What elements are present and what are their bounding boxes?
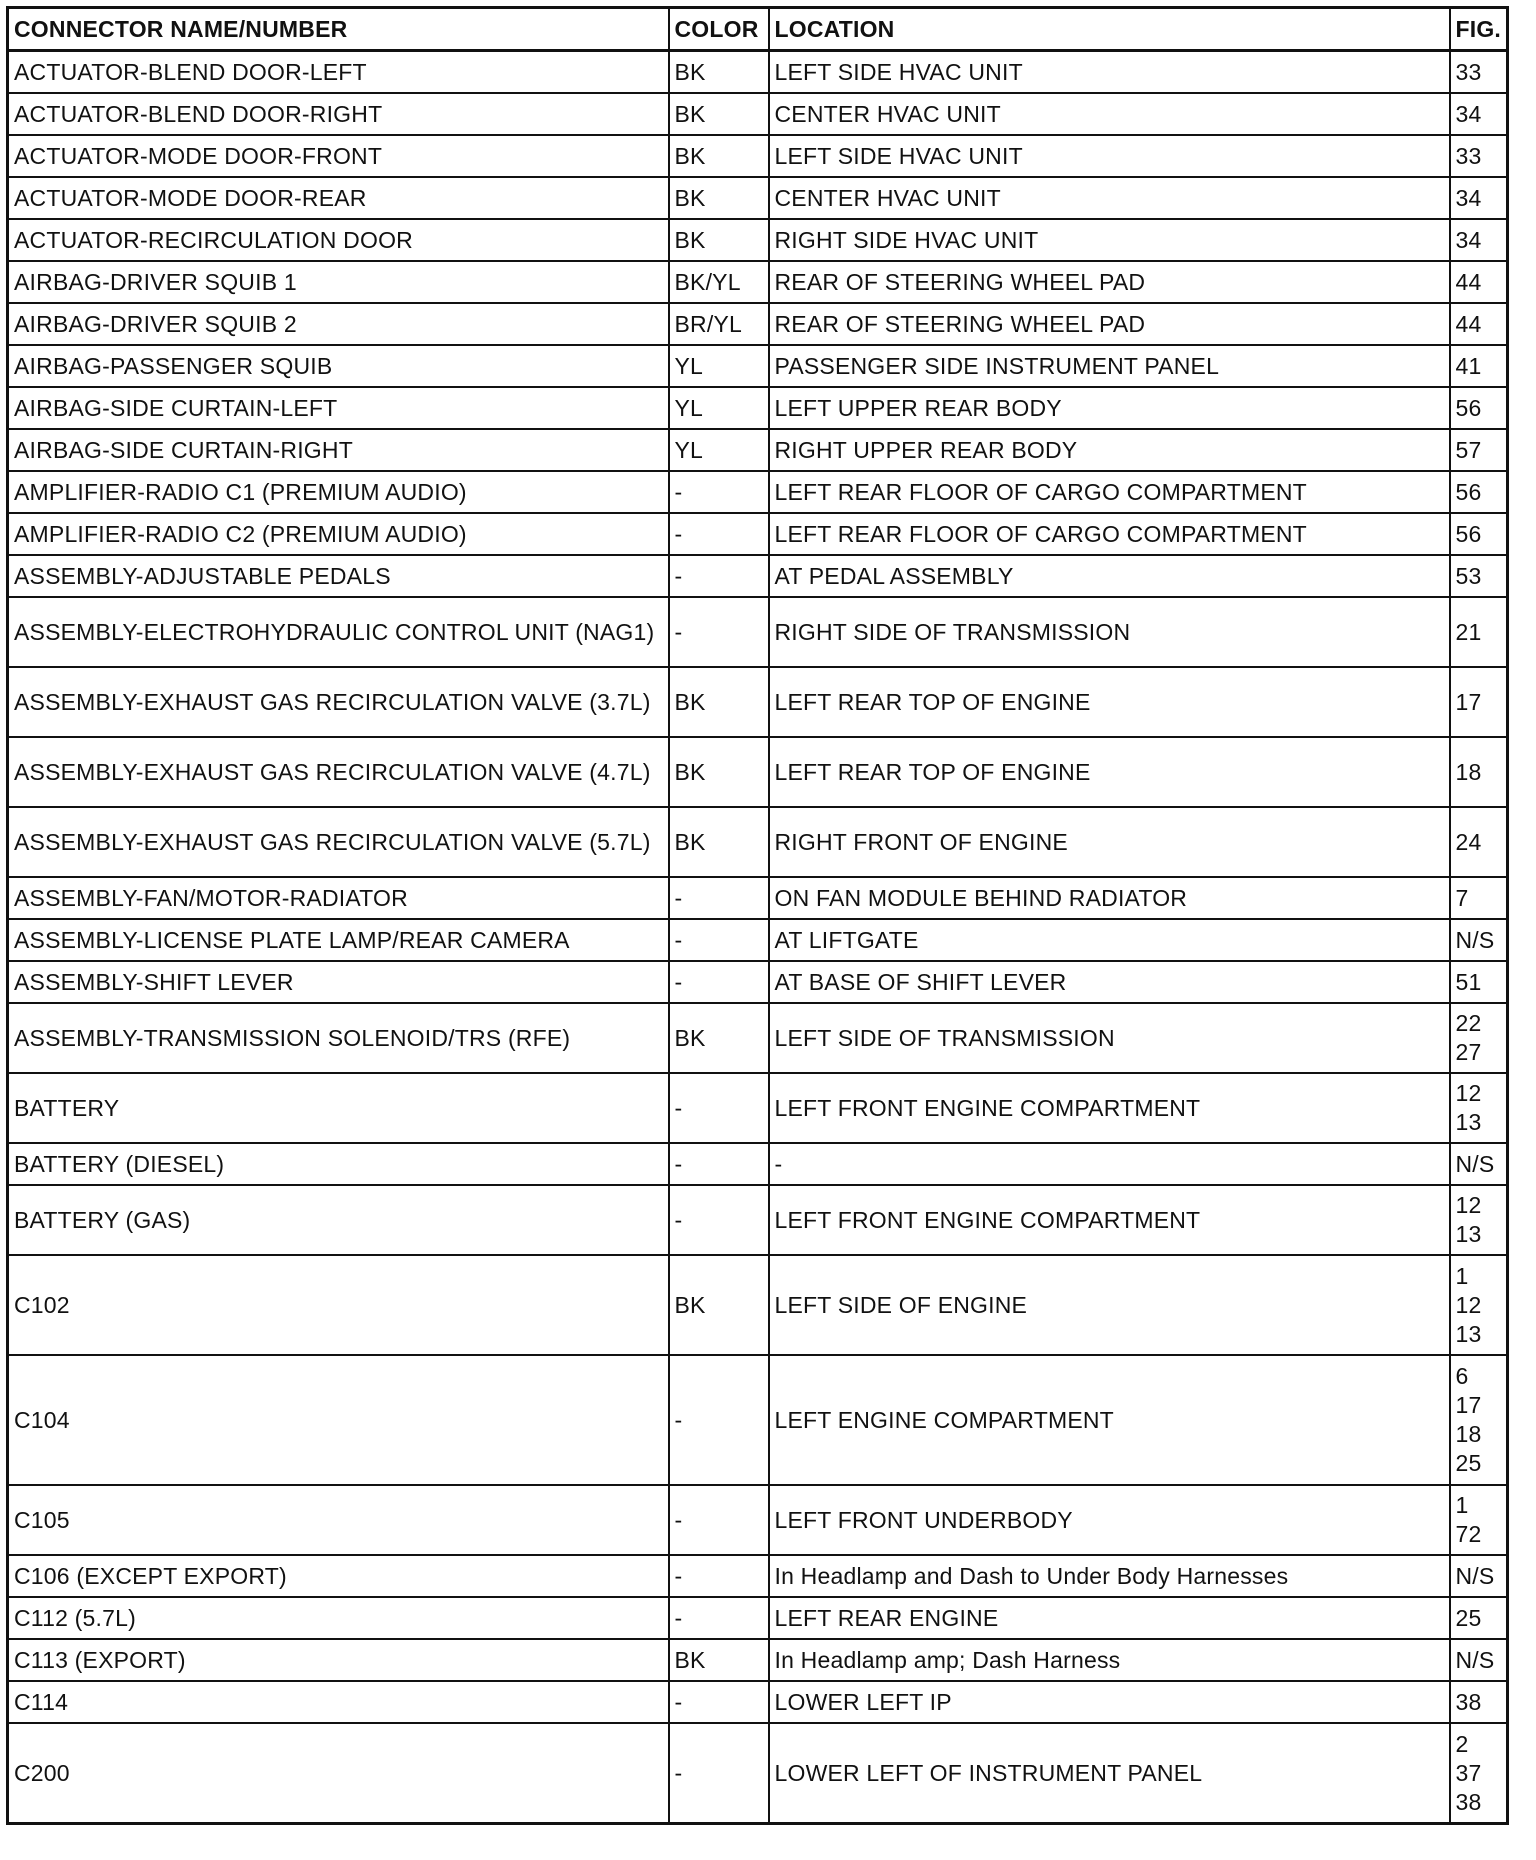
fig-cell xyxy=(1450,737,1508,807)
location-cell: LEFT REAR FLOOR OF CARGO COMPARTMENT xyxy=(769,513,1450,555)
connector-name-cell: AIRBAG-SIDE CURTAIN-RIGHT xyxy=(8,429,669,471)
location-cell: LEFT SIDE OF TRANSMISSION xyxy=(769,1003,1450,1073)
connector-name-cell: C113 (EXPORT) xyxy=(8,1639,669,1681)
location-cell: LEFT ENGINE COMPARTMENT xyxy=(769,1355,1450,1485)
table-row xyxy=(8,1485,1508,1555)
connector-name-cell: ASSEMBLY-EXHAUST GAS RECIRCULATION VALVE (5.7L) xyxy=(8,807,669,877)
location-cell: CENTER HVAC UNIT xyxy=(769,93,1450,135)
color-cell: BR/YL xyxy=(669,303,769,345)
location-cell: LOWER LEFT IP xyxy=(769,1681,1450,1723)
fig-number: 44 xyxy=(1455,268,1482,295)
fig-number: 56 xyxy=(1455,394,1482,421)
location-cell: LOWER LEFT OF INSTRUMENT PANEL xyxy=(769,1723,1450,1824)
location-cell: LEFT UPPER REAR BODY xyxy=(769,387,1450,429)
fig-cell xyxy=(1450,1073,1508,1143)
fig-number: 13 xyxy=(1455,1320,1482,1347)
location-cell: AT PEDAL ASSEMBLY xyxy=(769,555,1450,597)
color-cell: - xyxy=(669,597,769,667)
location-cell: In Headlamp and Dash to Under Body Harnesses xyxy=(769,1555,1450,1597)
connector-name-cell: BATTERY xyxy=(8,1073,669,1143)
location-cell: RIGHT SIDE OF TRANSMISSION xyxy=(769,597,1450,667)
location-cell: LEFT FRONT UNDERBODY xyxy=(769,1485,1450,1555)
table-row xyxy=(8,1555,1508,1597)
location-cell: CENTER HVAC UNIT xyxy=(769,177,1450,219)
fig-cell xyxy=(1450,919,1508,961)
fig-number: 21 xyxy=(1455,618,1482,645)
location-cell: RIGHT UPPER REAR BODY xyxy=(769,429,1450,471)
color-cell: BK/YL xyxy=(669,261,769,303)
table-row xyxy=(8,807,1508,877)
fig-number: 17 xyxy=(1455,688,1482,715)
fig-number: 18 xyxy=(1455,758,1482,785)
location-cell: RIGHT FRONT OF ENGINE xyxy=(769,807,1450,877)
connector-name-cell: ACTUATOR-BLEND DOOR-RIGHT xyxy=(8,93,669,135)
fig-number: 1 xyxy=(1455,1492,1469,1518)
fig-cell xyxy=(1450,1639,1508,1681)
fig-number: 72 xyxy=(1455,1521,1482,1547)
table-row xyxy=(8,93,1508,135)
color-cell: BK xyxy=(669,219,769,261)
color-cell: - xyxy=(669,1597,769,1639)
connector-name-cell: ASSEMBLY-LICENSE PLATE LAMP/REAR CAMERA xyxy=(8,919,669,961)
header-row xyxy=(8,8,1508,51)
fig-cell xyxy=(1450,1003,1508,1073)
color-cell: - xyxy=(669,555,769,597)
fig-cell xyxy=(1450,303,1508,345)
color-cell: BK xyxy=(669,667,769,737)
table-row xyxy=(8,667,1508,737)
fig-number: 57 xyxy=(1455,436,1482,463)
fig-number: N/S xyxy=(1455,926,1495,953)
color-cell: - xyxy=(669,1143,769,1185)
fig-cell xyxy=(1450,1485,1508,1555)
fig-number: N/S xyxy=(1455,1150,1495,1177)
table-row xyxy=(8,1255,1508,1355)
table-row xyxy=(8,1639,1508,1681)
fig-cell xyxy=(1450,1681,1508,1723)
fig-cell xyxy=(1450,961,1508,1003)
table-row xyxy=(8,877,1508,919)
connector-name-cell: AIRBAG-DRIVER SQUIB 2 xyxy=(8,303,669,345)
color-cell: - xyxy=(669,1355,769,1485)
fig-number: 44 xyxy=(1455,310,1482,337)
fig-number: 41 xyxy=(1455,352,1482,379)
color-cell: - xyxy=(669,1681,769,1723)
location-cell: LEFT REAR ENGINE xyxy=(769,1597,1450,1639)
fig-cell xyxy=(1450,387,1508,429)
fig-number: 12 xyxy=(1455,1291,1482,1318)
table-row xyxy=(8,135,1508,177)
color-cell: - xyxy=(669,877,769,919)
connector-name-cell: C200 xyxy=(8,1723,669,1824)
color-cell: BK xyxy=(669,51,769,94)
color-cell: - xyxy=(669,513,769,555)
connector-name-cell: AIRBAG-PASSENGER SQUIB xyxy=(8,345,669,387)
header-connector-name: CONNECTOR NAME/NUMBER xyxy=(8,8,669,51)
table-row xyxy=(8,1143,1508,1185)
table-row xyxy=(8,1681,1508,1723)
fig-number: 13 xyxy=(1455,1109,1482,1135)
location-cell: LEFT REAR TOP OF ENGINE xyxy=(769,737,1450,807)
color-cell: BK xyxy=(669,1003,769,1073)
fig-cell xyxy=(1450,513,1508,555)
fig-number: 34 xyxy=(1455,184,1482,211)
location-cell: AT LIFTGATE xyxy=(769,919,1450,961)
table-row xyxy=(8,219,1508,261)
fig-cell xyxy=(1450,429,1508,471)
table-row xyxy=(8,1073,1508,1143)
location-cell: RIGHT SIDE HVAC UNIT xyxy=(769,219,1450,261)
table-row xyxy=(8,513,1508,555)
table-row xyxy=(8,1355,1508,1485)
fig-number: 7 xyxy=(1455,884,1469,911)
fig-number: 12 xyxy=(1455,1080,1482,1106)
fig-number: N/S xyxy=(1455,1646,1495,1673)
color-cell: YL xyxy=(669,429,769,471)
fig-cell xyxy=(1450,471,1508,513)
color-cell: - xyxy=(669,1723,769,1824)
fig-number: N/S xyxy=(1455,1562,1495,1589)
table-row xyxy=(8,471,1508,513)
table-row xyxy=(8,345,1508,387)
header-location: LOCATION xyxy=(769,8,1450,51)
fig-cell xyxy=(1450,261,1508,303)
color-cell: YL xyxy=(669,345,769,387)
color-cell: - xyxy=(669,961,769,1003)
connector-name-cell: ASSEMBLY-ELECTROHYDRAULIC CONTROL UNIT (NAG1) xyxy=(8,597,669,667)
table-row xyxy=(8,1723,1508,1824)
fig-number: 34 xyxy=(1455,226,1482,253)
connector-name-cell: ASSEMBLY-FAN/MOTOR-RADIATOR xyxy=(8,877,669,919)
fig-cell xyxy=(1450,877,1508,919)
fig-cell xyxy=(1450,93,1508,135)
fig-number: 56 xyxy=(1455,520,1482,547)
fig-number: 22 xyxy=(1455,1010,1482,1036)
table-row xyxy=(8,261,1508,303)
table-row xyxy=(8,387,1508,429)
color-cell: - xyxy=(669,1073,769,1143)
table-header xyxy=(8,8,1508,51)
location-cell: AT BASE OF SHIFT LEVER xyxy=(769,961,1450,1003)
fig-number: 27 xyxy=(1455,1039,1482,1065)
connector-name-cell: AIRBAG-SIDE CURTAIN-LEFT xyxy=(8,387,669,429)
location-cell: LEFT FRONT ENGINE COMPARTMENT xyxy=(769,1185,1450,1255)
fig-cell xyxy=(1450,177,1508,219)
fig-cell xyxy=(1450,807,1508,877)
color-cell: BK xyxy=(669,177,769,219)
connector-name-cell: C102 xyxy=(8,1255,669,1355)
color-cell: BK xyxy=(669,135,769,177)
fig-cell xyxy=(1450,1355,1508,1485)
fig-cell xyxy=(1450,555,1508,597)
connector-name-cell: ASSEMBLY-TRANSMISSION SOLENOID/TRS (RFE) xyxy=(8,1003,669,1073)
location-cell: REAR OF STEERING WHEEL PAD xyxy=(769,261,1450,303)
table-row xyxy=(8,429,1508,471)
fig-number: 25 xyxy=(1455,1604,1482,1631)
fig-number: 25 xyxy=(1455,1450,1482,1476)
fig-number: 53 xyxy=(1455,562,1482,589)
fig-number: 13 xyxy=(1455,1221,1482,1247)
color-cell: BK xyxy=(669,737,769,807)
connector-name-cell: C105 xyxy=(8,1485,669,1555)
header-fig: FIG. xyxy=(1450,8,1508,51)
table-row xyxy=(8,1185,1508,1255)
fig-number: 1 xyxy=(1455,1262,1469,1289)
location-cell: LEFT SIDE OF ENGINE xyxy=(769,1255,1450,1355)
table-row xyxy=(8,737,1508,807)
fig-cell xyxy=(1450,135,1508,177)
table-row xyxy=(8,303,1508,345)
connector-name-cell: AMPLIFIER-RADIO C2 (PREMIUM AUDIO) xyxy=(8,513,669,555)
fig-number: 34 xyxy=(1455,100,1482,127)
location-cell: LEFT FRONT ENGINE COMPARTMENT xyxy=(769,1073,1450,1143)
color-cell: - xyxy=(669,1185,769,1255)
connector-name-cell: ASSEMBLY-ADJUSTABLE PEDALS xyxy=(8,555,669,597)
table-row xyxy=(8,1597,1508,1639)
connector-table xyxy=(6,6,1509,1825)
location-cell: - xyxy=(769,1143,1450,1185)
fig-number: 6 xyxy=(1455,1363,1469,1389)
table-row xyxy=(8,51,1508,94)
fig-number: 38 xyxy=(1455,1688,1482,1715)
table-row xyxy=(8,555,1508,597)
fig-number: 38 xyxy=(1455,1788,1482,1815)
color-cell: YL xyxy=(669,387,769,429)
connector-name-cell: ASSEMBLY-EXHAUST GAS RECIRCULATION VALVE (3.7L) xyxy=(8,667,669,737)
fig-number: 56 xyxy=(1455,478,1482,505)
connector-name-cell: ACTUATOR-MODE DOOR-FRONT xyxy=(8,135,669,177)
table-row xyxy=(8,961,1508,1003)
fig-number: 51 xyxy=(1455,968,1482,995)
connector-name-cell: ACTUATOR-RECIRCULATION DOOR xyxy=(8,219,669,261)
fig-number: 18 xyxy=(1455,1421,1482,1447)
color-cell: BK xyxy=(669,93,769,135)
color-cell: - xyxy=(669,919,769,961)
fig-cell xyxy=(1450,597,1508,667)
color-cell: - xyxy=(669,1555,769,1597)
fig-cell xyxy=(1450,1185,1508,1255)
table-row xyxy=(8,1003,1508,1073)
connector-name-cell: ASSEMBLY-EXHAUST GAS RECIRCULATION VALVE (4.7L) xyxy=(8,737,669,807)
location-cell: LEFT REAR FLOOR OF CARGO COMPARTMENT xyxy=(769,471,1450,513)
table-row xyxy=(8,597,1508,667)
connector-name-cell: C106 (EXCEPT EXPORT) xyxy=(8,1555,669,1597)
fig-number: 24 xyxy=(1455,828,1482,855)
connector-name-cell: BATTERY (DIESEL) xyxy=(8,1143,669,1185)
fig-cell xyxy=(1450,1723,1508,1824)
fig-number: 33 xyxy=(1455,142,1482,169)
color-cell: BK xyxy=(669,1639,769,1681)
fig-number: 12 xyxy=(1455,1192,1482,1218)
location-cell: LEFT REAR TOP OF ENGINE xyxy=(769,667,1450,737)
fig-cell xyxy=(1450,1143,1508,1185)
header-color: COLOR xyxy=(669,8,769,51)
fig-number: 37 xyxy=(1455,1759,1482,1786)
fig-number: 17 xyxy=(1455,1392,1482,1418)
connector-name-cell: C112 (5.7L) xyxy=(8,1597,669,1639)
location-cell: In Headlamp amp; Dash Harness xyxy=(769,1639,1450,1681)
fig-cell xyxy=(1450,1555,1508,1597)
connector-name-cell: BATTERY (GAS) xyxy=(8,1185,669,1255)
fig-cell xyxy=(1450,1255,1508,1355)
location-cell: LEFT SIDE HVAC UNIT xyxy=(769,135,1450,177)
connector-name-cell: C104 xyxy=(8,1355,669,1485)
fig-cell xyxy=(1450,1597,1508,1639)
connector-name-cell: AIRBAG-DRIVER SQUIB 1 xyxy=(8,261,669,303)
location-cell: PASSENGER SIDE INSTRUMENT PANEL xyxy=(769,345,1450,387)
location-cell: LEFT SIDE HVAC UNIT xyxy=(769,51,1450,94)
connector-table-sheet xyxy=(6,6,1506,1825)
connector-name-cell: ACTUATOR-BLEND DOOR-LEFT xyxy=(8,51,669,94)
color-cell: BK xyxy=(669,807,769,877)
color-cell: - xyxy=(669,471,769,513)
table-body xyxy=(8,51,1508,1824)
connector-name-cell: C114 xyxy=(8,1681,669,1723)
fig-cell xyxy=(1450,219,1508,261)
color-cell: BK xyxy=(669,1255,769,1355)
table-row xyxy=(8,919,1508,961)
fig-cell xyxy=(1450,51,1508,94)
connector-name-cell: ACTUATOR-MODE DOOR-REAR xyxy=(8,177,669,219)
fig-cell xyxy=(1450,667,1508,737)
location-cell: ON FAN MODULE BEHIND RADIATOR xyxy=(769,877,1450,919)
color-cell: - xyxy=(669,1485,769,1555)
location-cell: REAR OF STEERING WHEEL PAD xyxy=(769,303,1450,345)
connector-name-cell: AMPLIFIER-RADIO C1 (PREMIUM AUDIO) xyxy=(8,471,669,513)
connector-name-cell: ASSEMBLY-SHIFT LEVER xyxy=(8,961,669,1003)
table-row xyxy=(8,177,1508,219)
fig-number: 2 xyxy=(1455,1730,1469,1757)
fig-number: 33 xyxy=(1455,58,1482,85)
fig-cell xyxy=(1450,345,1508,387)
